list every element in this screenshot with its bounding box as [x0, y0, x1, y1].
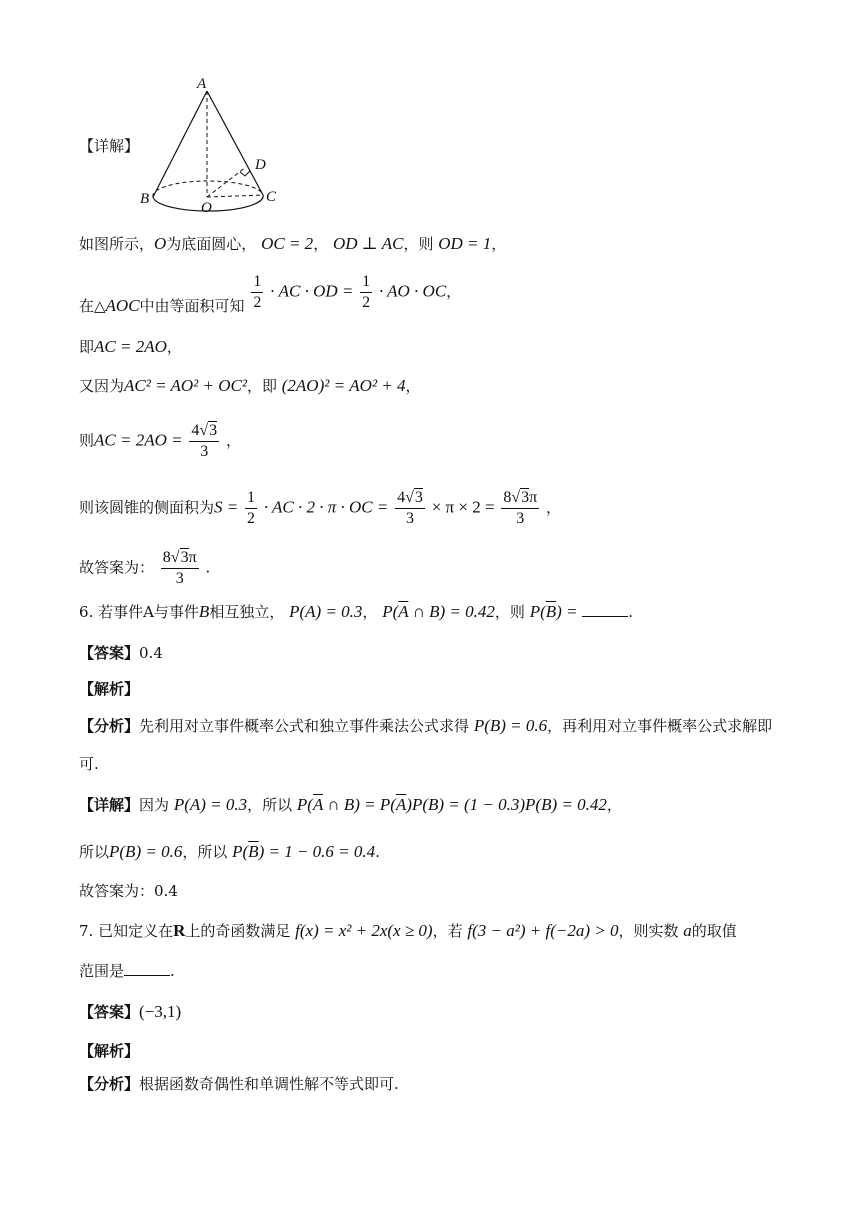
label-b: B	[140, 191, 150, 207]
q6-detail-2: 所以P(B) = 0.6，所以 $P(\overline{B}) = 1 - 0.6 = 0.4$.	[79, 842, 380, 861]
q5-detail-tag: 【详解】	[79, 137, 140, 155]
q6-stem: 6. 若事件A与事件B相互独立， P(A) = 0.3， $P(\overline{A}$ ∩ B) = 0.42，则 $P(\overline{B})$ = .	[79, 602, 634, 621]
label-o: O	[201, 200, 212, 215]
cone-right-slant	[207, 91, 263, 195]
q5-line-3: 即AC = 2AO，	[79, 337, 182, 356]
q5-line-4: 又因为AC² = AO² + OC²，即 (2AO)² = AO² + 4，	[79, 376, 421, 395]
q6-fenxi-cont: 可.	[79, 755, 99, 773]
q5-line-6: 则该圆锥的侧面积为S = $\frac{1}{2}$ · AC · 2 · π · OC = $\frac{4√3}{3}$ × π × 2 = $\frac{8√3\pi}{3}$ ，	[79, 489, 561, 527]
label-a: A	[197, 76, 207, 92]
label-c: C	[266, 189, 277, 205]
q7-stem-cont: 范围是 .	[79, 962, 175, 980]
answer-blank	[582, 604, 628, 617]
q6-fenxi: 【分析】先利用对立事件概率公式和独立事件乘法公式求得 P(B) = 0.6，再利用对立事件概率公式求解即	[79, 716, 773, 735]
fraction-8-root3-pi-over-3: $\frac{8√3\pi}{3}$	[503, 489, 538, 527]
q5-line-2: 在△AOC中由等面积可知 $\frac{1}{2}$ · AC · OD = $\frac{1}{2}$ · AO · OC，	[79, 273, 462, 315]
q5-line-5: 则AC = 2AO = $\frac{4√3}{3}$ ，	[79, 422, 241, 460]
right-angle-mark	[240, 171, 250, 176]
fraction-4-root3-over-3: $\frac{4√3}{3}$	[397, 489, 423, 527]
fraction-half: $\frac{1}{2}$	[247, 489, 256, 527]
answer-blank	[124, 963, 170, 976]
q5-conclusion: 故答案为： $\frac{8√3\pi}{3}$ .	[79, 549, 211, 587]
q6-answer: 【答案】0.4	[79, 644, 163, 662]
q7-answer: 【答案】(−3,1)	[79, 1002, 182, 1021]
q7-analysis-tag: 【解析】	[79, 1042, 140, 1060]
q6-conclusion: 故答案为：0.4	[79, 882, 178, 900]
segment-oc-dashed	[207, 195, 263, 197]
cone-figure	[135, 75, 295, 215]
q6-analysis-tag: 【解析】	[79, 680, 140, 698]
fraction-half: $\frac{1}{2}$	[362, 273, 371, 311]
q6-detail-1: 【详解】因为 P(A) = 0.3，所以 $P(\overline{A}$ ∩ $B) = P(\overline{A})P(B) = (1 - 0.3)P(B) = 0.42$，	[79, 795, 622, 814]
segment-od-dashed	[207, 167, 246, 197]
fraction-8-root3-pi-over-3: $\frac{8√3\pi}{3}$	[162, 549, 197, 587]
fraction-4-root3-over-3: $\frac{4√3}{3}$	[191, 422, 218, 460]
cone-base-back	[153, 181, 263, 197]
q7-stem: 7. 已知定义在R上的奇函数满足 f(x) = x² + 2x(x ≥ 0)，若 f(3 − a²) + f(−2a) > 0，则实数 a的取值	[79, 921, 737, 940]
q5-line-1: 如图所示，O为底面圆心， OC = 2， OD ⊥ AC，则 OD = 1，	[79, 234, 507, 253]
fraction-half: $\frac{1}{2}$	[253, 273, 262, 311]
q7-fenxi: 【分析】根据函数奇偶性和单调性解不等式即可.	[79, 1075, 399, 1093]
label-d: D	[255, 157, 266, 173]
